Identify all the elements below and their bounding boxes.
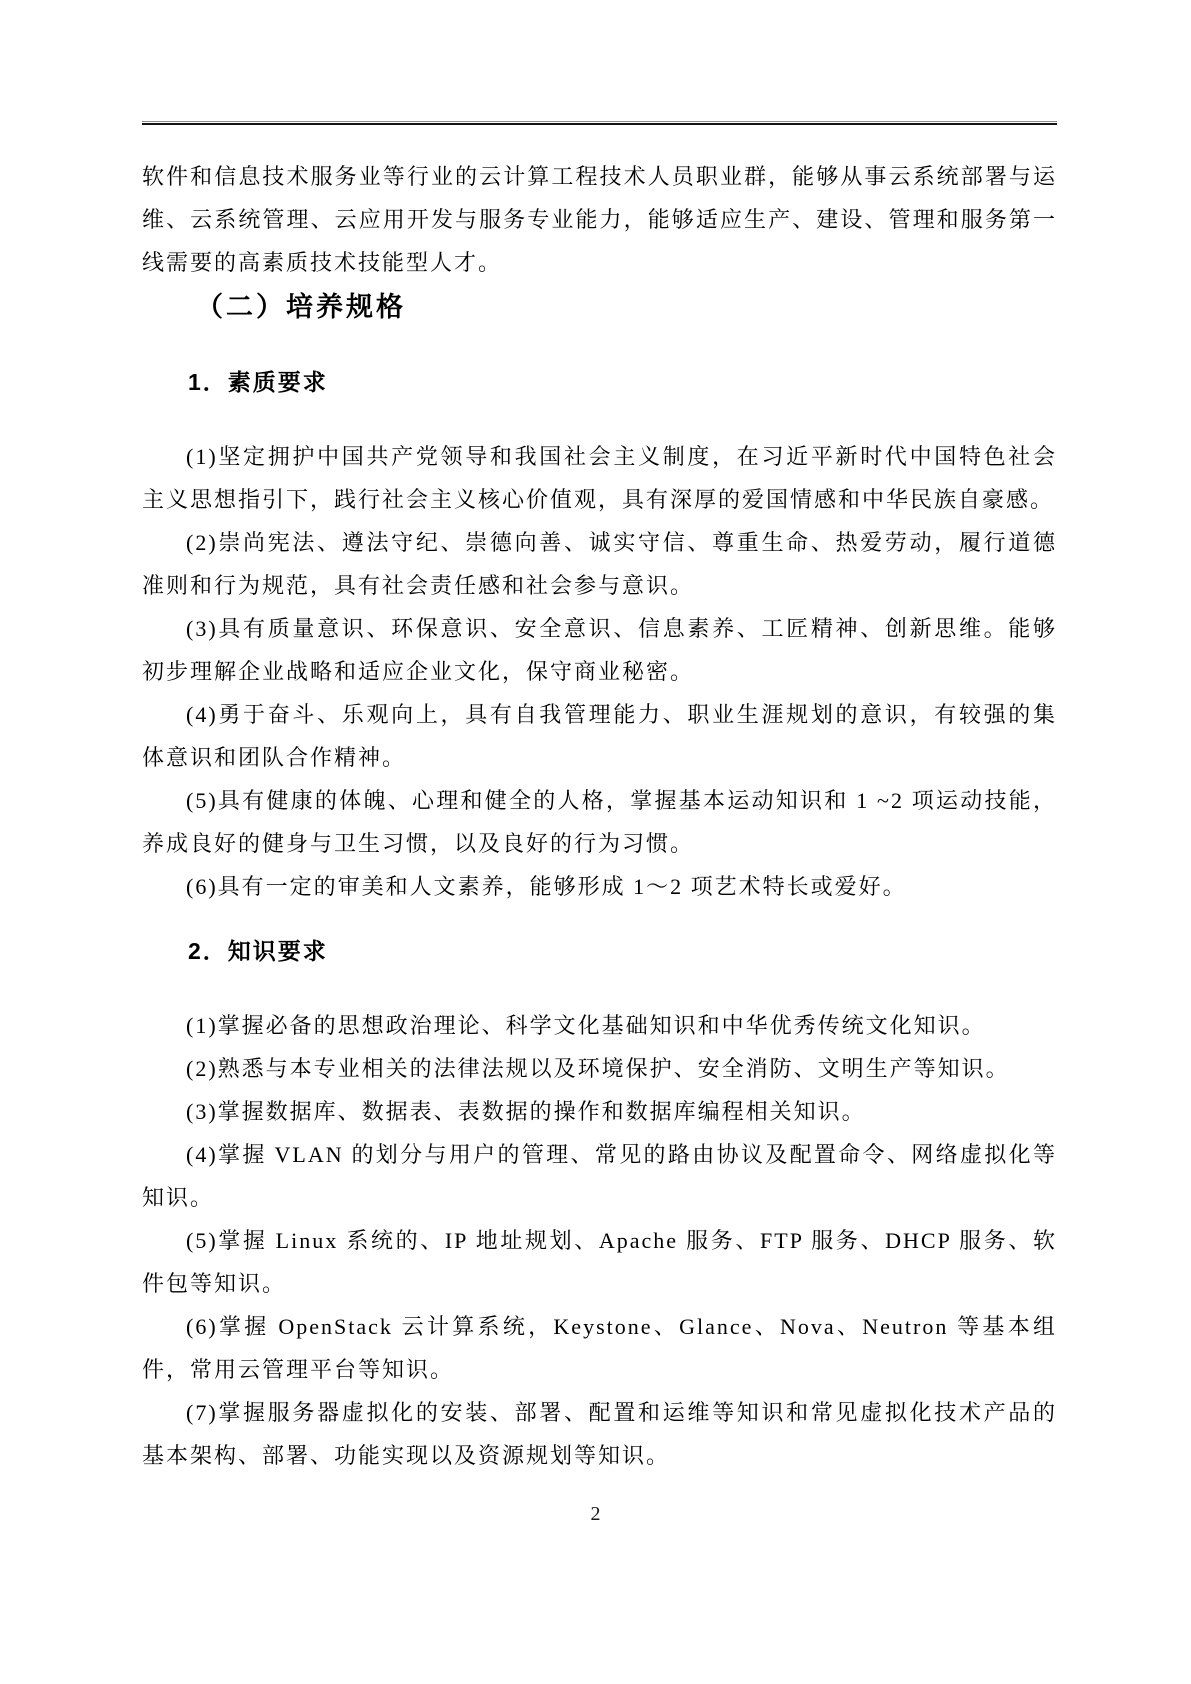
section-heading: （二）培养规格 bbox=[196, 292, 406, 322]
page-content bbox=[142, 121, 1057, 1477]
knowledge-item-3: (3)掌握数据库、数据表、表数据的操作和数据库编程相关知识。 bbox=[186, 1099, 866, 1124]
knowledge-item-6: (6)掌握 OpenStack 云计算系统，Keystone、Glance、Nova、Neutron 等基本组件，常用云管理平台等知识。 bbox=[142, 1314, 1057, 1382]
quality-item-5: (5)具有健康的体魄、心理和健全的人格，掌握基本运动知识和 1 ~2 项运动技能，养成良好的健身与卫生习惯，以及良好的行为习惯。 bbox=[142, 788, 1057, 856]
subsection-heading-knowledge: 2．知识要求 bbox=[188, 938, 328, 964]
quality-item-4: (4)勇于奋斗、乐观向上，具有自我管理能力、职业生涯规划的意识，有较强的集体意识和团队合作精神。 bbox=[142, 702, 1057, 770]
knowledge-item-1: (1)掌握必备的思想政治理论、科学文化基础知识和中华优秀传统文化知识。 bbox=[186, 1013, 986, 1038]
quality-item-1: (1)坚定拥护中国共产党领导和我国社会主义制度，在习近平新时代中国特色社会主义思想指引下，践行社会主义核心价值观，具有深厚的爱国情感和中华民族自豪感。 bbox=[142, 444, 1057, 512]
quality-item-2: (2)崇尚宪法、遵法守纪、崇德向善、诚实守信、尊重生命、热爱劳动，履行道德准则和行为规范，具有社会责任感和社会参与意识。 bbox=[142, 530, 1057, 598]
knowledge-item-7: (7)掌握服务器虚拟化的安装、部署、配置和运维等知识和常见虚拟化技术产品的基本架构、部署、功能实现以及资源规划等知识。 bbox=[142, 1400, 1057, 1468]
header-rule bbox=[142, 121, 1057, 125]
intro-paragraph: 软件和信息技术服务业等行业的云计算工程技术人员职业群，能够从事云系统部署与运维、云系统管理、云应用开发与服务专业能力，能够适应生产、建设、管理和服务第一线需要的高素质技术技能型人才。 bbox=[142, 164, 1057, 275]
subsection-heading-quality: 1．素质要求 bbox=[188, 369, 328, 395]
page-number: 2 bbox=[590, 1503, 601, 1525]
knowledge-item-2: (2)熟悉与本专业相关的法律法规以及环境保护、安全消防、文明生产等知识。 bbox=[186, 1056, 1010, 1081]
quality-item-3: (3)具有质量意识、环保意识、安全意识、信息素养、工匠精神、创新思维。能够初步理解企业战略和适应企业文化，保守商业秘密。 bbox=[142, 616, 1057, 684]
knowledge-item-5: (5)掌握 Linux 系统的、IP 地址规划、Apache 服务、FTP 服务、DHCP 服务、软件包等知识。 bbox=[142, 1228, 1057, 1296]
quality-item-6: (6)具有一定的审美和人文素养，能够形成 1～2 项艺术特长或爱好。 bbox=[186, 874, 907, 899]
knowledge-item-4: (4)掌握 VLAN 的划分与用户的管理、常见的路由协议及配置命令、网络虚拟化等知识。 bbox=[142, 1142, 1057, 1210]
